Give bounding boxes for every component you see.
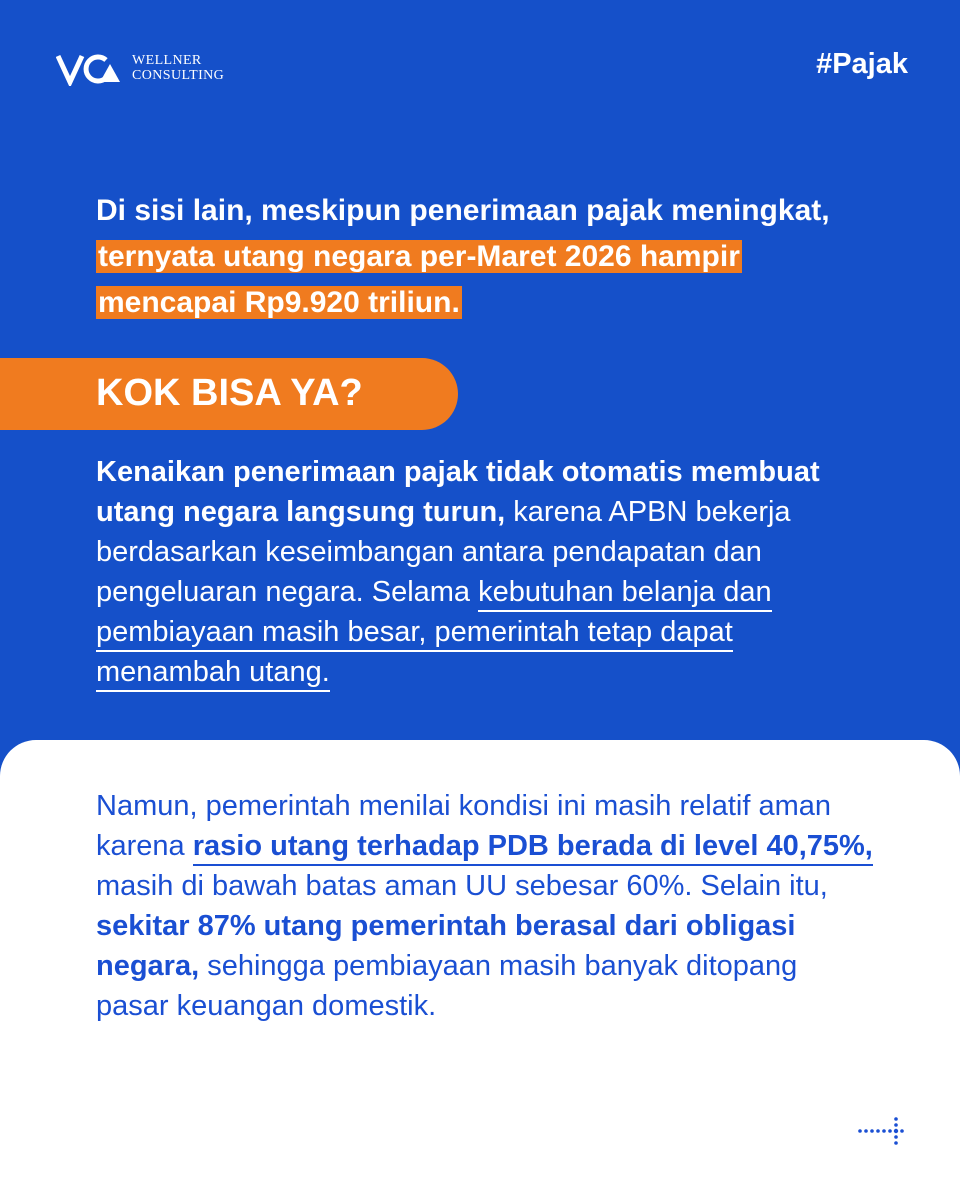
closing-text-3: sehingga pembiayaan masih banyak ditopang pasar keuangan domestik. [96, 950, 798, 1022]
closing-debt-ratio-text: rasio utang terhadap PDB berada di level 40,75%, [193, 830, 873, 866]
intro-highlight-text: ternyata utang negara per-Maret 2026 hampir mencapai Rp9.920 triliun. [98, 240, 740, 319]
brand-name [132, 53, 224, 83]
wellner-logo-mark-icon [56, 50, 122, 86]
intro-paragraph [96, 188, 876, 326]
closing-bonds-text: sekitar 87% utang pemerintah berasal dari obligasi negara, [96, 910, 796, 982]
closing-text-2: masih di bawah batas aman UU sebesar 60%. Selain itu, [96, 870, 828, 902]
explanation-underlined-text: kebutuhan belanja dan pembiayaan masih besar, pemerintah tetap dapat menambah utang. [96, 576, 772, 692]
explanation-bold-text: Kenaikan penerimaan pajak tidak otomatis membuat utang negara langsung turun, [96, 456, 820, 528]
dotted-arrow-icon [858, 1114, 908, 1148]
brand-logo [56, 50, 224, 86]
brand-name-line1: WELLNER [132, 53, 202, 68]
explanation-plain-text: karena APBN bekerja berdasarkan keseimbangan antara pendapatan dan pengeluaran negara. Selama [96, 496, 791, 608]
closing-text-1: Namun, pemerintah menilai kondisi ini masih relatif aman karena [96, 790, 831, 862]
hashtag-label: #Pajak [816, 48, 908, 80]
closing-paragraph [96, 786, 876, 1026]
explanation-paragraph [96, 452, 876, 692]
brand-name-line2: CONSULTING [132, 68, 225, 83]
heading-text: KOK BISA YA? [96, 372, 363, 414]
content-panel [0, 740, 960, 1200]
intro-plain-text: Di sisi lain, meskipun penerimaan pajak meningkat, [96, 194, 830, 227]
heading-ribbon [0, 358, 458, 430]
